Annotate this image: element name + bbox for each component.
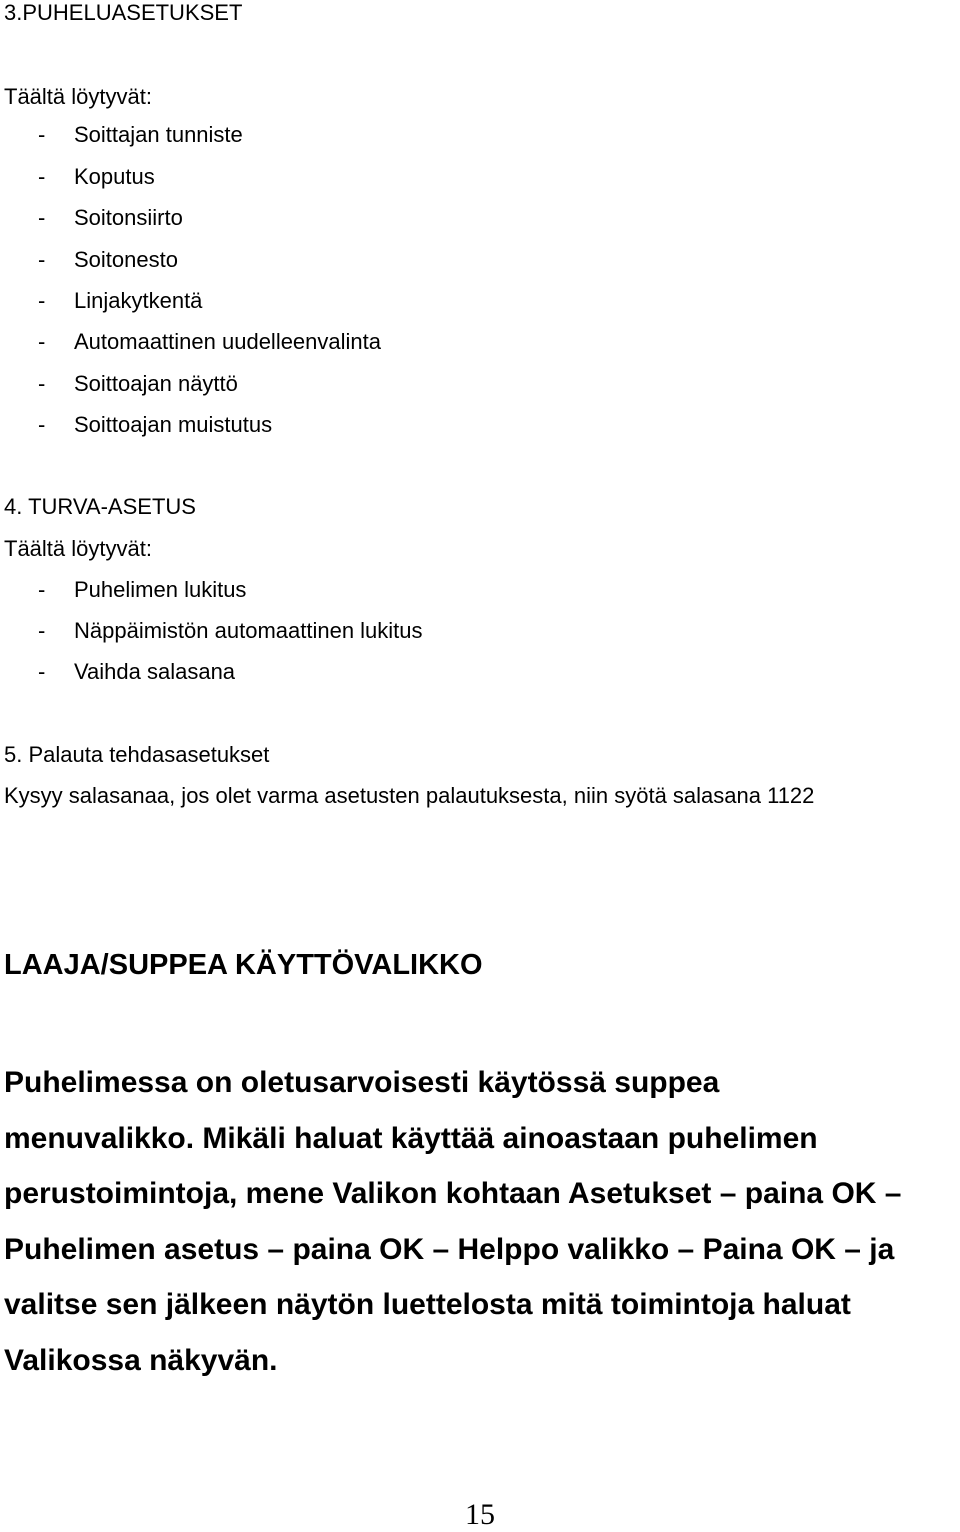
list-item	[38, 247, 178, 273]
paragraph-line: menuvalikko. Mikäli haluat käyttää ainoastaan puhelimen	[4, 1121, 818, 1155]
paragraph-line: Puhelimessa on oletusarvoisesti käytössä suppea	[4, 1066, 720, 1099]
paragraph-line: Valikossa näkyvän.	[4, 1343, 278, 1377]
list-item-label: Soitonsiirto	[74, 205, 183, 230]
list-item-label: Soittoajan muistutus	[74, 412, 273, 437]
bullet-dash: -	[38, 205, 46, 230]
list-item-label: Automaattinen uudelleenvalinta	[74, 329, 382, 354]
menu-section-heading: LAAJA/SUPPEA KÄYTTÖVALIKKO	[4, 949, 483, 981]
list-item	[38, 122, 243, 148]
list-item	[38, 288, 202, 314]
section4-intro: Täältä löytyvät:	[4, 536, 152, 561]
bullet-dash: -	[38, 577, 46, 602]
paragraph-line: perustoimintoja, mene Valikon kohtaan Asetukset – paina OK –	[4, 1177, 902, 1210]
bullet-dash: -	[38, 412, 46, 437]
list-item	[38, 659, 235, 685]
bullet-dash: -	[38, 329, 46, 354]
bullet-dash: -	[38, 247, 46, 272]
bullet-dash: -	[38, 122, 46, 147]
list-item-label: Näppäimistön automaattinen lukitus	[74, 618, 423, 643]
bullet-dash: -	[38, 288, 46, 313]
list-item	[38, 329, 381, 355]
list-item	[38, 205, 183, 231]
list-item-label: Soittajan tunniste	[74, 122, 243, 147]
list-item-label: Puhelimen lukitus	[74, 577, 247, 602]
paragraph-line: Puhelimen asetus – paina OK – Helppo valikko – Paina OK – ja	[4, 1232, 895, 1266]
list-item-label: Vaihda salasana	[74, 659, 236, 684]
list-item	[38, 577, 246, 603]
section3-intro: Täältä löytyvät:	[4, 84, 152, 109]
list-item	[38, 164, 155, 190]
list-item-label: Linjakytkentä	[74, 288, 203, 313]
list-item-label: Soitonesto	[74, 247, 178, 272]
section4-title: 4. TURVA-ASETUS	[4, 494, 196, 519]
bullet-dash: -	[38, 164, 46, 189]
section3-title: 3.PUHELUASETUKSET	[4, 0, 243, 25]
bullet-dash: -	[38, 618, 46, 643]
list-item	[38, 618, 423, 644]
page-number: 15	[465, 1498, 495, 1531]
list-item-label: Koputus	[74, 164, 155, 189]
list-item	[38, 371, 238, 397]
list-item	[38, 412, 272, 438]
section5-title: 5. Palauta tehdasasetukset	[4, 742, 270, 767]
bullet-dash: -	[38, 659, 46, 684]
menu-section-paragraph	[4, 1055, 954, 1388]
bullet-dash: -	[38, 371, 46, 396]
section5-text: Kysyy salasanaa, jos olet varma asetusten palautuksesta, niin syötä salasana 1122	[4, 783, 815, 808]
list-item-label: Soittoajan näyttö	[74, 371, 238, 396]
paragraph-line: valitse sen jälkeen näytön luettelosta mitä toimintoja haluat	[4, 1288, 851, 1321]
